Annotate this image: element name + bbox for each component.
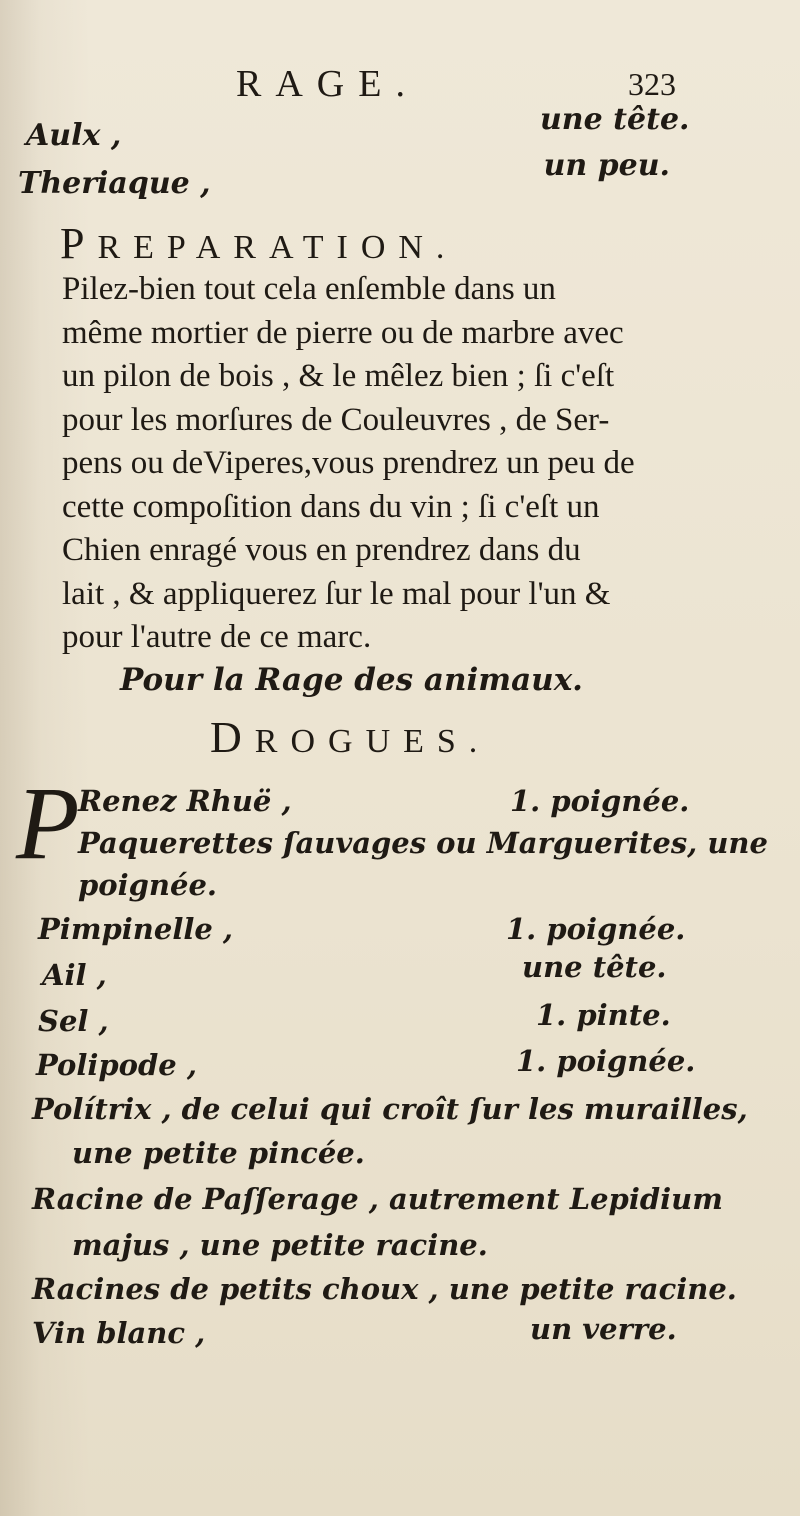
drug-quantity: un verre. [530,1312,677,1346]
ingredient-name: Theriaque , [18,166,211,201]
drug-name: Pimpinelle , [38,912,234,946]
drug-name: une petite pincée. [72,1136,365,1170]
text-line: pour l'autre de ce marc. [62,619,372,655]
drug-name: Polítrix , de celui qui croît ſur les murailles, [32,1092,748,1126]
drug-name: majus , une petite racine. [72,1228,488,1262]
drug-name: poignée. [78,868,217,902]
section-subtitle: Pour la Rage des animaux. [120,662,583,698]
drug-name: Paquerettes ſauvages ou Marguerites, une [78,826,768,860]
drug-name: Ail , [42,958,107,992]
drug-quantity: 1. pinte. [536,998,671,1032]
heading-rest: REPARATION. [97,229,458,266]
drug-name: Vin blanc , [32,1316,206,1350]
ingredient-name: Aulx , [26,118,122,153]
running-header-title: RAGE. [236,63,419,105]
heading-rest: ROGUES. [254,723,491,760]
text-line: cette compoſition dans du vin ; ſi c'eſt un [62,488,600,525]
drop-cap-letter: P [16,766,80,881]
drug-quantity: 1. poignée. [510,784,690,818]
text-line: pens ou deViperes,vous prendrez un peu de [62,445,635,481]
drug-name: Renez Rhuë , [78,784,292,818]
text-line: Pilez-bien tout cela enſemble dans un [62,271,556,307]
drug-name: Sel , [38,1004,109,1038]
text-line: un pilon de bois , & le mêlez bien ; ſi c'eſt [62,358,615,394]
text-line: pour les morſures de Couleuvres , de Ser- [62,401,610,438]
preparation-heading [60,218,457,269]
drug-quantity: 1. poignée. [506,912,686,946]
preparation-text [62,268,712,660]
ingredient-quantity: un peu. [543,148,670,183]
heading-initial: D [210,713,255,762]
drogues-heading [210,712,490,763]
drug-quantity: 1. poignée. [516,1044,696,1078]
text-line: même mortier de pierre ou de marbre avec [62,314,624,351]
drug-name: Racines de petits choux , une petite racine. [32,1272,737,1306]
text-line: lait , & appliquerez ſur le mal pour l'un & [62,575,611,612]
ingredient-quantity: une tête. [540,102,690,137]
page-number: 323 [628,66,676,102]
text-line: Chien enragé vous en prendrez dans du [62,532,581,568]
heading-initial: P [60,219,98,268]
drug-quantity: une tête. [522,950,667,984]
drug-name: Racine de Paſſerage , autrement Lepidium [32,1182,723,1216]
drug-name: Polipode , [36,1048,197,1082]
